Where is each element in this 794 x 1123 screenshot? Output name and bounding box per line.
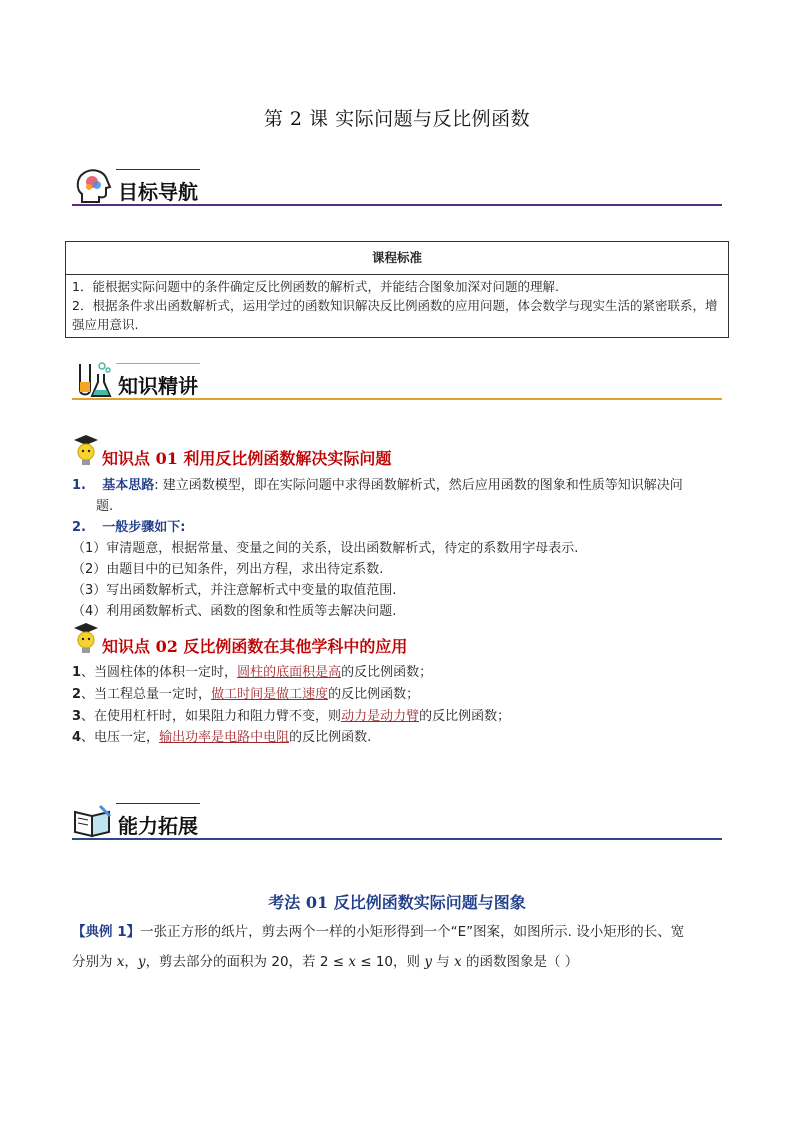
section-ability [72,800,722,842]
kp1-line-1: 1. 基本思路: 建立函数模型，即在实际问题中求得函数解析式，然后应用函数的图象和性质等知识解决问 [72,478,683,493]
knowledge-point-2 [72,622,732,654]
method-title: 考法 01 反比例函数实际问题与图象 [268,893,526,912]
kp1-step-1: （1）审清题意，根据常量、变量之间的关系，设出函数解析式，待定的系数用字母表示. [72,541,579,556]
standard-item-1: 1．能根据实际问题中的条件确定反比例函数的解析式，并能结合图象加深对问题的理解. [72,279,559,294]
kp1-line-2: 2. 一般步骤如下: [72,520,186,535]
kp2-item-3: 3、在使用杠杆时，如果阻力和阻力臂不变，则动力是动力臂的反比例函数； [72,709,511,724]
lightbulb-graduate-icon [72,622,100,656]
knowledge-point-1 [72,434,732,466]
kp1-line-1-cont: 题. [96,499,114,514]
chemistry-flask-icon [72,360,114,402]
example-tag: 【典例 1】 [72,924,141,940]
standard-header: 课程标准 [66,242,729,275]
example-line-1: 【典例 1】一张正方形的纸片，剪去两个一样的小矩形得到一个“E”图案，如图所示. 设小矩形的长、宽 [72,924,685,940]
lightbulb-graduate-icon [72,434,100,468]
section-ability-label: 能力拓展 [118,814,198,838]
section-knowledge-label: 知识精讲 [118,374,198,398]
kp2-title: 知识点 02 反比例函数在其他学科中的应用 [102,637,408,656]
kp1-step-4: （4）利用函数解析式、函数的图象和性质等去解决问题. [72,604,397,619]
kp2-item-4: 4、电压一定，输出功率是电路中电阻的反比例函数. [72,730,372,745]
kp1-steps-label: 一般步骤如下 [102,520,181,535]
page-title: 第 2 课 实际问题与反比例函数 [263,108,531,130]
kp1-step-2: （2）由题目中的已知条件，列出方程，求出待定系数. [72,562,384,577]
kp1-step-3: （3）写出函数解析式，并注意解析式中变量的取值范围. [72,583,397,598]
brain-head-icon [72,166,114,208]
open-book-icon [72,800,114,842]
course-standard-table [65,241,729,338]
standard-item-2: 2．根据条件求出函数解析式，运用学过的函数知识解决反比例函数的应用问题，体会数学与现实生活的紧密联系，增强应用意识. [72,297,718,332]
example-1 [72,917,728,977]
kp1-basic-idea-label: 基本思路 [102,478,155,493]
kp2-item-2: 2、当工程总量一定时，做工时间是做工速度的反比例函数； [72,687,420,702]
section-knowledge [72,360,722,402]
kp2-item-1: 1、当圆柱体的体积一定时，圆柱的底面积是高的反比例函数； [72,665,433,680]
section-goal-label: 目标导航 [118,180,198,204]
section-goal [72,166,722,208]
example-line-2: 分别为 x，y，剪去部分的面积为 20，若 2 ≤ x ≤ 10，则 y 与 x 的函数图象是（ ） [72,954,579,970]
kp1-title: 知识点 01 利用反比例函数解决实际问题 [102,449,392,468]
